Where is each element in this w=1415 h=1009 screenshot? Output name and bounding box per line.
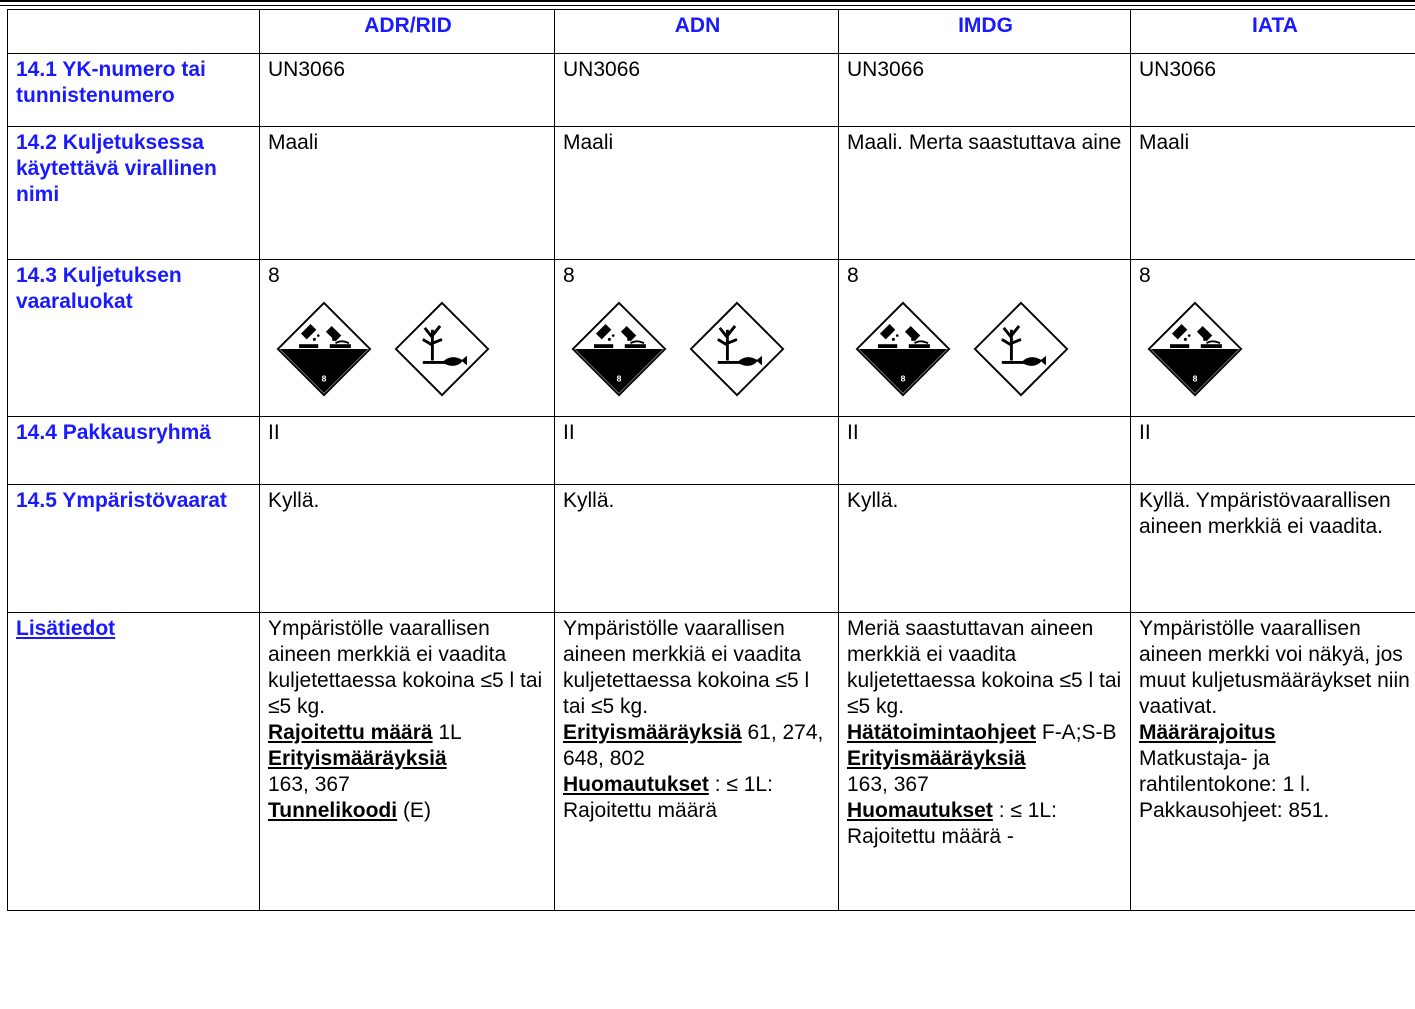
imdg-ems-value: F-A;S-B — [1036, 721, 1117, 744]
iata-intro: Ympäristölle vaarallisen aineen merkki voi näkyä, jos muut kuljetusmääräykset niin vaativat. — [1139, 617, 1410, 718]
cell-un-adn: UN3066 — [555, 54, 839, 127]
cell-add-iata — [1131, 613, 1415, 911]
packing-group-row — [8, 417, 1415, 485]
imdg-intro: Meriä saastuttavan aineen merkkiä ei vaadita kuljetettaessa kokoina ≤5 l tai ≤5 kg. — [847, 617, 1122, 718]
corrosive-icon — [276, 301, 372, 397]
cell-name-adr: Maali — [260, 127, 555, 260]
class-value: 8 — [563, 264, 575, 287]
cell-name-adn: Maali — [555, 127, 839, 260]
top-rule-thin — [0, 5, 1415, 6]
corrosive-icon — [1147, 301, 1243, 397]
svg-text:8: 8 — [616, 373, 622, 384]
row-label-additional — [8, 613, 260, 911]
header-adn: ADN — [555, 10, 839, 54]
cell-pg-iata: II — [1131, 417, 1415, 485]
imdg-ems-term: Hätätoimintaohjeet — [847, 721, 1037, 744]
corrosive-icon — [571, 301, 667, 397]
additional-info-row — [8, 613, 1415, 911]
adr-tunnel-term: Tunnelikoodi — [268, 799, 398, 822]
adr-limited-value: 1L — [432, 721, 462, 744]
un-number-row — [8, 54, 1415, 127]
cell-name-iata: Maali — [1131, 127, 1415, 260]
cell-class-adr — [260, 260, 555, 417]
cell-un-imdg: UN3066 — [839, 54, 1131, 127]
svg-text:8: 8 — [900, 373, 906, 384]
imdg-remarks-term: Huomautukset — [847, 799, 993, 822]
adr-tunnel-value: (E) — [397, 799, 431, 822]
cell-env-iata: Kyllä. Ympäristövaarallisen aineen merkkiä ei vaadita. — [1131, 485, 1415, 613]
cell-class-imdg — [839, 260, 1131, 417]
row-label-environmental: 14.5 Ympäristövaarat — [8, 485, 260, 613]
header-adr: ADR/RID — [260, 10, 555, 54]
header-row — [8, 10, 1415, 54]
iata-quantity-value: Matkustaja- ja rahtilentokone: 1 l. Pakkausohjeet: 851. — [1139, 747, 1330, 822]
shipping-name-row — [8, 127, 1415, 260]
cell-un-iata: UN3066 — [1131, 54, 1415, 127]
hazard-class-row — [8, 260, 1415, 417]
cell-pg-imdg: II — [839, 417, 1131, 485]
environment-icon — [394, 301, 490, 397]
adr-special-value: 163, 367 — [268, 773, 350, 796]
adr-special-term: Erityismääräyksiä — [268, 747, 447, 770]
header-imdg: IMDG — [839, 10, 1131, 54]
adn-intro: Ympäristölle vaarallisen aineen merkkiä ei vaadita kuljetettaessa kokoina ≤5 l tai ≤5 kg. — [563, 617, 810, 718]
adn-remarks-value: : ≤ 1L: Rajoitettu määrä — [563, 773, 773, 822]
cell-un-adr: UN3066 — [260, 54, 555, 127]
cell-pg-adr: II — [260, 417, 555, 485]
corrosive-icon — [855, 301, 951, 397]
cell-env-imdg: Kyllä. — [839, 485, 1131, 613]
environment-icon — [689, 301, 785, 397]
class-value: 8 — [268, 264, 280, 287]
cell-env-adn: Kyllä. — [555, 485, 839, 613]
class-value: 8 — [847, 264, 859, 287]
row-label-un-number: 14.1 YK-numero tai tunnistenumero — [8, 54, 260, 127]
svg-text:8: 8 — [1192, 373, 1198, 384]
row-label-shipping-name: 14.2 Kuljetuksessa käytettävä virallinen nimi — [8, 127, 260, 260]
additional-info-link[interactable]: Lisätiedot — [16, 617, 116, 640]
class-value: 8 — [1139, 264, 1151, 287]
cell-class-iata — [1131, 260, 1415, 417]
svg-text:8: 8 — [321, 373, 327, 384]
imdg-special-term: Erityismääräyksiä — [847, 747, 1026, 770]
cell-name-imdg: Maali. Merta saastuttava aine — [839, 127, 1131, 260]
transport-table — [7, 9, 1415, 911]
cell-add-imdg — [839, 613, 1131, 911]
imdg-special-value: 163, 367 — [847, 773, 929, 796]
cell-pg-adn: II — [555, 417, 839, 485]
environment-icon — [973, 301, 1069, 397]
iata-quantity-term: Määrärajoitus — [1139, 721, 1276, 744]
header-iata: IATA — [1131, 10, 1415, 54]
row-label-packing-group: 14.4 Pakkausryhmä — [8, 417, 260, 485]
imdg-remarks-value: : ≤ 1L: Rajoitettu määrä - — [847, 799, 1057, 848]
adr-limited-term: Rajoitettu määrä — [268, 721, 433, 744]
cell-class-adn — [555, 260, 839, 417]
header-empty — [8, 10, 260, 54]
adn-special-value: 61, 274, 648, 802 — [563, 721, 824, 770]
cell-add-adn — [555, 613, 839, 911]
top-rule — [0, 0, 1415, 2]
row-label-hazard-class: 14.3 Kuljetuksen vaaraluokat — [8, 260, 260, 417]
adr-intro: Ympäristölle vaarallisen aineen merkkiä ei vaadita kuljetettaessa kokoina ≤5 l tai ≤5 kg. — [268, 617, 543, 718]
cell-add-adr — [260, 613, 555, 911]
adn-special-term: Erityismääräyksiä — [563, 721, 742, 744]
adn-remarks-term: Huomautukset — [563, 773, 709, 796]
cell-env-adr: Kyllä. — [260, 485, 555, 613]
environmental-row — [8, 485, 1415, 613]
